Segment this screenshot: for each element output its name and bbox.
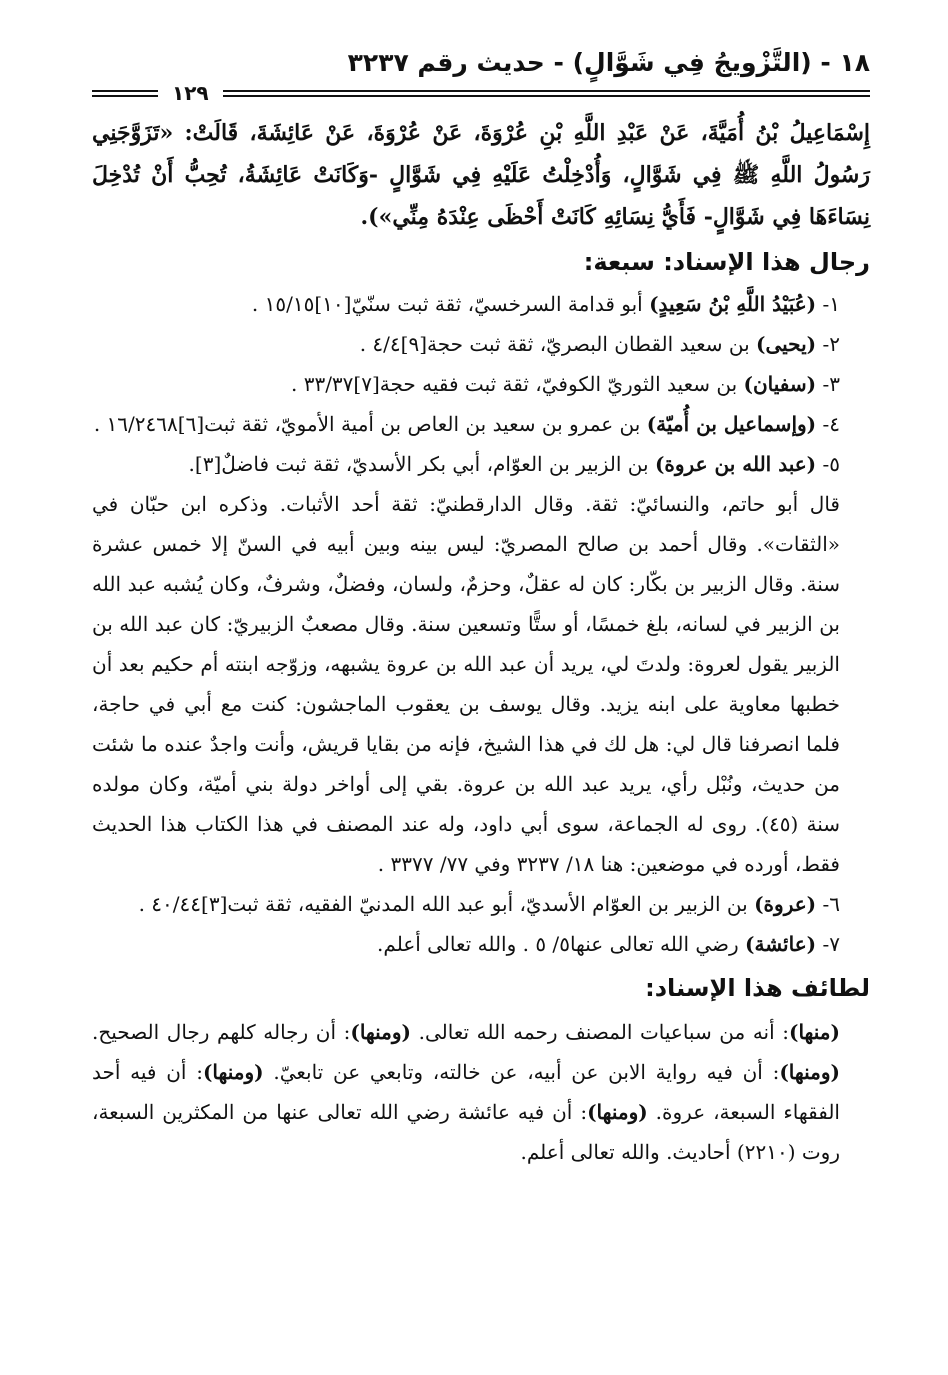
narrator-item [92, 444, 870, 484]
benefit-text: : أنه من سباعيات المصنف رحمه الله تعالى. [411, 1020, 789, 1044]
narrator-details: رضي الله تعالى عنها٥/ ٥ . والله تعالى أعلم. [377, 932, 746, 956]
narrator-name: (عروة) [754, 892, 817, 916]
narrator-details: بن عمرو بن سعيد بن العاص بن أمية الأمويّ، ثقة ثبت[٦]١٦/٢٤٦٨ . [93, 412, 647, 436]
benefit-label: (منها) [789, 1020, 840, 1044]
page-number: ١٢٩ [172, 81, 209, 105]
narrators-heading: رجال هذا الإسناد: سبعة: [583, 248, 870, 276]
narrator-details: بن سعيد القطان البصريّ، ثقة ثبت حجة[٩]٤/٤ . [359, 332, 757, 356]
narrator-item [92, 364, 870, 404]
narrator-number: ٧- [816, 932, 840, 956]
benefits-paragraph [92, 1012, 870, 1172]
narrator-number: ٦- [816, 892, 840, 916]
page-header [92, 38, 870, 78]
narrators-list [92, 284, 870, 484]
narrator-details: بن الزبير بن العوّام، أبي بكر الأسديّ، ثقة ثبت فاضلٌ[٣]. [188, 452, 655, 476]
narrator-details: بن الزبير بن العوّام الأسديّ، أبو عبد الله المدنيّ الفقيه، ثقة ثبت[٣]٤٠/٤٤ . [138, 892, 755, 916]
double-rule-short [92, 90, 158, 97]
narrator-item [92, 324, 870, 364]
benefit-label: (ومنها) [202, 1060, 264, 1084]
benefits-heading: لطائف هذا الإسناد: [645, 974, 870, 1002]
narrator-number: ٤- [816, 412, 840, 436]
benefit-text: : أن رجاله كلهم رجال الصحيح. [92, 1020, 351, 1044]
benefit-text: : أن فيه أحد الفقهاء السبعة، عروة. [92, 1060, 840, 1124]
narrator-details: أبو قدامة السرخسيّ، ثقة ثبت سنّيّ[١٠]١٥/١٥ . [251, 292, 650, 316]
narrator-biography-notes: قال أبو حاتم، والنسائيّ: ثقة. وقال الدارقطنيّ: ثقة أحد الأثبات. وذكره ابن حبّان في «الثقات». وقال أحمد بن صالح المصريّ: ليس بينه وبين أبيه في السنّ إلا خمس عشرة سنة. وقال الزبير بن بكّار: كان له عقلٌ، وحزمٌ، ولسان، وفضلٌ، وشرفٌ، وكان يُشبه عبد الله بن الزبير في لسانه، بلغ خمسًا، أو ستًّا وتسعين سنة. وقال مصعبٌ الزبيريّ: كان عبد الله بن الزبير يقول لعروة: ولدتَ لي، يريد أن عبد الله بن عروة يشبهه، وزوّجه ابنته أم حكيم بعد أن خطبها معاوية على ابنه يزيد. وقال يوسف بن يعقوب الماجشون: كنت مع أبي في حاجة، فلما انصرفنا قال لي: هل لك في هذا الشيخ، فإنه من بقايا قريش، وأنت واجدٌ عنده ما شئت من حديث، ونُبْل رأي، يريد عبد الله بن عروة. بقي إلى أواخر دولة بني أميّة، وكان مولده سنة (٤٥). روى له الجماعة، سوى أبي داود، وله عند المصنف في هذا الكتاب هذا الحديث فقط، أورده في موضعين: هنا ١٨/ ٣٢٣٧ وفي ٧٧/ ٣٣٧٧ . [92, 492, 840, 876]
chapter-title: ١٨ - (التَّزْويجُ فِي شَوَّالٍ) - حديث رقم ٣٢٣٧ [347, 48, 870, 77]
narrator-number: ٢- [816, 332, 840, 356]
narrator-name: (يحيى) [756, 332, 817, 356]
narrator-name: (وإسماعيل بن أُميّة) [646, 412, 817, 436]
narrator-details: بن سعيد الثوريّ الكوفيّ، ثقة ثبت فقيه حجة[٧]٣٣/٣٧ . [290, 372, 744, 396]
narrator-item [92, 884, 870, 924]
narrators-list-continued [92, 884, 870, 964]
narrator-number: ٥- [816, 452, 840, 476]
narrator-item [92, 404, 870, 444]
header-rule [92, 82, 870, 104]
benefit-text: : أن فيه عائشة رضي الله تعالى عنها من المكثرين السبعة، روت (٢٢١٠) أحاديث. والله تعالى أعلم. [92, 1100, 840, 1164]
narrator-name: (عُبَيْدُ اللَّهِ بْنُ سَعِيدٍ) [649, 292, 817, 316]
narrator-number: ٣- [816, 372, 840, 396]
narrator-name: (سفيان) [743, 372, 817, 396]
benefit-text: : أن فيه رواية الابن عن أبيه، عن خالته، وتابعي عن تابعيّ. [263, 1060, 780, 1084]
benefit-label: (ومنها) [350, 1020, 412, 1044]
narrator-item [92, 284, 870, 324]
narrator-number: ١- [816, 292, 840, 316]
hadith-text: إِسْمَاعِيلُ بْنُ أُمَيَّةَ، عَنْ عَبْدِ اللَّهِ بْنِ عُرْوَةَ، عَنْ عُرْوَةَ، عَنْ عَائِشَةَ، قَالَتْ: «تَزَوَّجَنِي رَسُولُ اللَّهِ ﷺ فِي شَوَّالٍ، وَأُدْخِلْتُ عَلَيْهِ فِي شَوَّالٍ -وَكَانَتْ عَائِشَةُ، تُحِبُّ أَنْ تُدْخِلَ نِسَاءَهَا فِي شَوَّالٍ- فَأَيُّ نِسَائِهِ كَانَتْ أَحْظَى عِنْدَهُ مِنِّي»). [92, 120, 870, 230]
narrator-name: (عبد الله بن عروة) [654, 452, 817, 476]
narrator-item [92, 924, 870, 964]
double-rule-long [223, 90, 870, 97]
benefit-label: (ومنها) [587, 1100, 648, 1124]
narrator-name: (عائشة) [745, 932, 817, 956]
benefit-label: (ومنها) [779, 1060, 840, 1084]
